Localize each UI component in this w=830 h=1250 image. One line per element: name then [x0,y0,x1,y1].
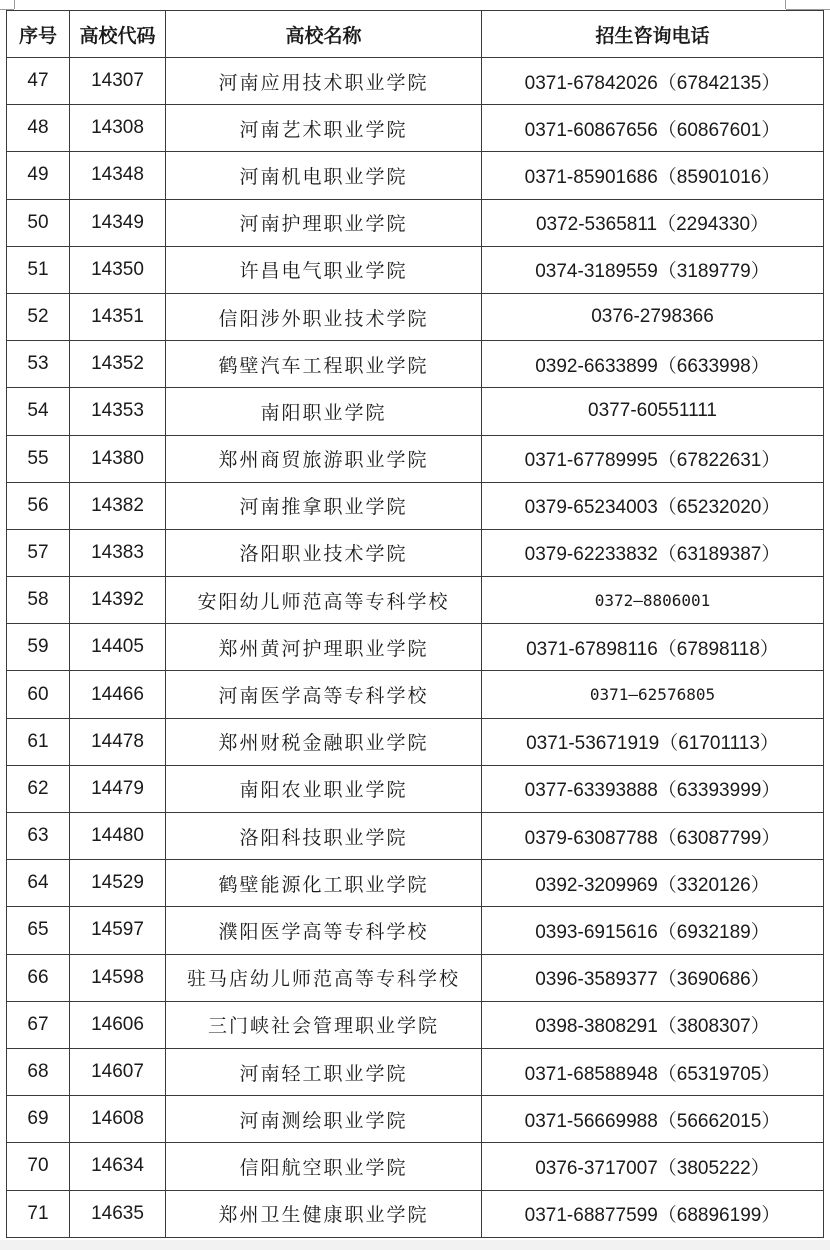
header-admissions-phone: 招生咨询电话 [482,11,824,58]
serial-number-cell: 62 [7,765,70,812]
admissions-phone-cell: 0371-60867656（60867601） [482,105,824,152]
admissions-phone-cell: 0372-5365811（2294330） [482,199,824,246]
header-college-code: 高校代码 [70,11,166,58]
college-code-cell: 14383 [70,529,166,576]
serial-number-cell: 51 [7,246,70,293]
college-name-cell: 信阳航空职业学院 [166,1143,482,1190]
college-name-cell: 濮阳医学高等专科学校 [166,907,482,954]
college-code-cell: 14405 [70,624,166,671]
admissions-phone-cell: 0371-85901686（85901016） [482,152,824,199]
admissions-phone-cell: 0379-65234003（65232020） [482,482,824,529]
college-name-cell: 驻马店幼儿师范高等专科学校 [166,954,482,1001]
table-row [7,624,824,671]
header-serial-number: 序号 [7,11,70,58]
college-code-cell: 14348 [70,152,166,199]
college-code-cell: 14392 [70,577,166,624]
college-code-cell: 14606 [70,1001,166,1048]
table-row [7,58,824,105]
table-row [7,199,824,246]
admissions-phone-cell: 0398-3808291（3808307） [482,1001,824,1048]
college-name-cell: 河南轻工职业学院 [166,1048,482,1095]
college-code-cell: 14479 [70,765,166,812]
admissions-phone-cell: 0371-67842026（67842135） [482,58,824,105]
admissions-phone-cell: 0392-3209969（3320126） [482,860,824,907]
college-code-cell: 14598 [70,954,166,1001]
college-code-cell: 14308 [70,105,166,152]
serial-number-cell: 57 [7,529,70,576]
serial-number-cell: 70 [7,1143,70,1190]
admissions-phone-cell: 0376-3717007（3805222） [482,1143,824,1190]
college-code-cell: 14353 [70,388,166,435]
admissions-phone-cell: 0371—62576805 [482,671,824,718]
serial-number-cell: 56 [7,482,70,529]
table-row [7,577,824,624]
serial-number-cell: 60 [7,671,70,718]
table-body [7,58,824,1238]
college-name-cell: 许昌电气职业学院 [166,246,482,293]
serial-number-cell: 68 [7,1048,70,1095]
serial-number-cell: 71 [7,1190,70,1237]
serial-number-cell: 63 [7,813,70,860]
table-row [7,152,824,199]
college-code-cell: 14380 [70,435,166,482]
college-code-cell: 14597 [70,907,166,954]
college-name-cell: 郑州财税金融职业学院 [166,718,482,765]
admissions-phone-cell: 0371-68877599（68896199） [482,1190,824,1237]
serial-number-cell: 49 [7,152,70,199]
college-name-cell: 南阳农业职业学院 [166,765,482,812]
college-code-cell: 14634 [70,1143,166,1190]
college-name-cell: 鹤壁汽车工程职业学院 [166,341,482,388]
college-name-cell: 南阳职业学院 [166,388,482,435]
serial-number-cell: 66 [7,954,70,1001]
serial-number-cell: 50 [7,199,70,246]
table-row [7,907,824,954]
college-name-cell: 安阳幼儿师范高等专科学校 [166,577,482,624]
table-row [7,1048,824,1095]
admissions-phone-cell: 0379-62233832（63189387） [482,529,824,576]
admissions-phone-cell: 0371-56669988（56662015） [482,1096,824,1143]
table-row [7,105,824,152]
college-code-cell: 14529 [70,860,166,907]
table-row [7,246,824,293]
table-row [7,1096,824,1143]
college-name-cell: 郑州卫生健康职业学院 [166,1190,482,1237]
serial-number-cell: 69 [7,1096,70,1143]
college-name-cell: 河南护理职业学院 [166,199,482,246]
table-row [7,293,824,340]
college-name-cell: 河南测绘职业学院 [166,1096,482,1143]
table-row [7,718,824,765]
serial-number-cell: 48 [7,105,70,152]
admissions-phone-cell: 0374-3189559（3189779） [482,246,824,293]
serial-number-cell: 59 [7,624,70,671]
table-row [7,1190,824,1237]
table-row [7,435,824,482]
serial-number-cell: 61 [7,718,70,765]
college-code-cell: 14349 [70,199,166,246]
admissions-phone-cell: 0371-68588948（65319705） [482,1048,824,1095]
header-college-name: 高校名称 [166,11,482,58]
college-name-cell: 郑州黄河护理职业学院 [166,624,482,671]
table-row [7,482,824,529]
college-name-cell: 郑州商贸旅游职业学院 [166,435,482,482]
page-corner-mark-left [14,0,15,9]
table-row [7,860,824,907]
table-row [7,813,824,860]
table-row [7,341,824,388]
admissions-phone-cell: 0377-60551111 [482,388,824,435]
admissions-phone-cell: 0379-63087788（63087799） [482,813,824,860]
college-name-cell: 河南推拿职业学院 [166,482,482,529]
college-code-cell: 14351 [70,293,166,340]
college-code-cell: 14350 [70,246,166,293]
table-row [7,765,824,812]
college-name-cell: 洛阳科技职业学院 [166,813,482,860]
college-code-cell: 14478 [70,718,166,765]
college-name-cell: 河南艺术职业学院 [166,105,482,152]
serial-number-cell: 55 [7,435,70,482]
table-row [7,388,824,435]
serial-number-cell: 58 [7,577,70,624]
serial-number-cell: 53 [7,341,70,388]
college-name-cell: 三门峡社会管理职业学院 [166,1001,482,1048]
table-row [7,529,824,576]
college-name-cell: 河南医学高等专科学校 [166,671,482,718]
college-code-cell: 14352 [70,341,166,388]
serial-number-cell: 65 [7,907,70,954]
admissions-phone-cell: 0376-2798366 [482,293,824,340]
serial-number-cell: 64 [7,860,70,907]
table-row [7,671,824,718]
serial-number-cell: 67 [7,1001,70,1048]
college-name-cell: 信阳涉外职业技术学院 [166,293,482,340]
page-bottom-margin [0,1240,830,1250]
admissions-phone-cell: 0371-67789995（67822631） [482,435,824,482]
college-name-cell: 河南机电职业学院 [166,152,482,199]
admissions-phone-cell: 0392-6633899（6633998） [482,341,824,388]
page-corner-mark-right [785,0,786,9]
serial-number-cell: 54 [7,388,70,435]
college-code-cell: 14608 [70,1096,166,1143]
admissions-phone-cell: 0371-67898116（67898118） [482,624,824,671]
college-code-cell: 14307 [70,58,166,105]
page-top-edge [0,0,830,10]
college-code-cell: 14382 [70,482,166,529]
admissions-phone-cell: 0371-53671919（61701113） [482,718,824,765]
table-row [7,1001,824,1048]
college-name-cell: 鹤壁能源化工职业学院 [166,860,482,907]
serial-number-cell: 52 [7,293,70,340]
admissions-phone-cell: 0396-3589377（3690686） [482,954,824,1001]
college-code-cell: 14607 [70,1048,166,1095]
college-name-cell: 河南应用技术职业学院 [166,58,482,105]
college-admissions-table [6,10,824,1238]
college-code-cell: 14466 [70,671,166,718]
admissions-phone-cell: 0372—8806001 [482,577,824,624]
admissions-phone-cell: 0377-63393888（63393999） [482,765,824,812]
admissions-phone-cell: 0393-6915616（6932189） [482,907,824,954]
serial-number-cell: 47 [7,58,70,105]
table-row [7,1143,824,1190]
college-code-cell: 14480 [70,813,166,860]
table-row [7,954,824,1001]
college-code-cell: 14635 [70,1190,166,1237]
college-name-cell: 洛阳职业技术学院 [166,529,482,576]
table-header-row [7,11,824,58]
